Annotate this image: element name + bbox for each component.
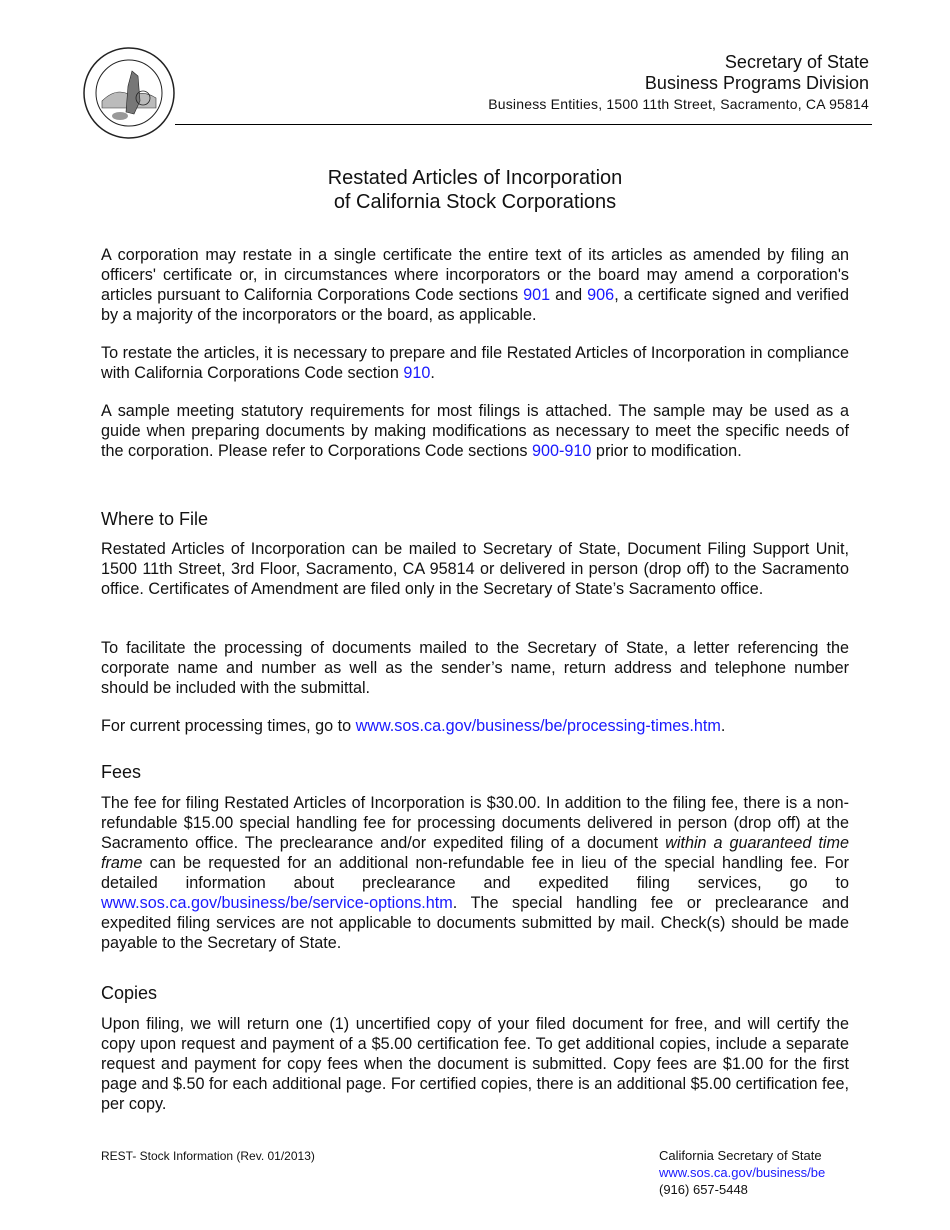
section-heading-fees: Fees bbox=[101, 762, 142, 782]
section-heading-where-to-file: Where to File bbox=[101, 509, 209, 529]
text: The fee for filing Restated Articles of Incorporation is $30.00. In addition to the filing fee, there is a non-refundable $15.00 special handling fee for processing documents delivered in person (drop off) at the Sacramento office. The preclearance and/or expedited filing of a document bbox=[101, 794, 849, 852]
header-address: Business Entities, 1500 11th Street, Sacramento, CA 95814 bbox=[488, 96, 869, 112]
footer-org: California Secretary of State bbox=[659, 1148, 822, 1163]
link-service-options[interactable]: www.sos.ca.gov/business/be/service-options.htm bbox=[101, 894, 453, 912]
where-paragraph-3 bbox=[101, 716, 849, 736]
intro-paragraph-1 bbox=[101, 245, 849, 325]
text: . bbox=[430, 364, 435, 382]
text: prior to modification. bbox=[591, 442, 742, 460]
text: , a certificate signed and verified by a majority of the incorporators or the board, as applicable. bbox=[101, 286, 849, 324]
intro-paragraph-2 bbox=[101, 343, 849, 383]
section-heading-copies: Copies bbox=[101, 983, 158, 1003]
text: and bbox=[550, 286, 588, 304]
header-agency: Secretary of State bbox=[724, 52, 869, 72]
california-seal-logo bbox=[82, 46, 176, 140]
header-division: Business Programs Division bbox=[644, 73, 869, 93]
link-sections-900-910[interactable]: 900-910 bbox=[532, 442, 592, 460]
title-line-2: of California Stock Corporations bbox=[333, 191, 617, 213]
link-section-901[interactable]: 901 bbox=[523, 286, 551, 304]
text: A sample meeting statutory requirements for most filings is attached. The sample may be used as a guide when preparing documents by making modifications as necessary to meet the specific needs of the corporation. Please refer to Corporations Code sections bbox=[101, 402, 849, 460]
footer-contact bbox=[659, 1147, 825, 1198]
link-section-910[interactable]: 910 bbox=[403, 364, 431, 382]
copies-paragraph: Upon filing, we will return one (1) uncertified copy of your filed document for free, and will certify the copy upon request and payment of a $5.00 certification fee. To get additional copies, include a separate request and payment for copy fees when the document is submitted. Copy fees are $1.00 for the first page and $.50 for each additional page. For certified copies, there is an additional $5.00 certification fee, per copy. bbox=[101, 1015, 849, 1113]
where-paragraph-1: Restated Articles of Incorporation can be mailed to Secretary of State, Document Filing Support Unit, 1500 11th Street, 3rd Floor, Sacramento, CA 95814 or delivered in person (drop off) to the Sacramento office. Certificates of Amendment are filed only in the Secretary of State’s Sacramento office. bbox=[101, 540, 849, 598]
text: A corporation may restate in a single certificate the entire text of its articles as amended by filing an officers' certificate or, in circumstances where incorporators or the board may amend a corporation's articles pursuant to California Corporations Code sections bbox=[101, 246, 849, 304]
intro-paragraph-3 bbox=[101, 401, 849, 461]
text: To restate the articles, it is necessary to prepare and file Restated Articles of Incorporation in compliance with California Corporations Code section bbox=[101, 344, 849, 382]
emphasis-text: within a guaranteed time frame bbox=[101, 834, 849, 872]
link-section-906[interactable]: 906 bbox=[587, 286, 615, 304]
where-paragraph-2: To facilitate the processing of documents mailed to the Secretary of State, a letter referencing the corporate name and number as well as the sender’s name, return address and telephone number should be included with the submittal. bbox=[101, 639, 849, 697]
link-processing-times[interactable]: www.sos.ca.gov/business/be/processing-times.htm bbox=[355, 717, 721, 735]
footer-phone: (916) 657-5448 bbox=[659, 1182, 748, 1197]
fees-paragraph bbox=[101, 793, 849, 953]
text: For current processing times, go to bbox=[101, 717, 356, 735]
footer-link[interactable]: www.sos.ca.gov/business/be bbox=[659, 1165, 826, 1180]
footer-form-id: REST- Stock Information (Rev. 01/2013) bbox=[101, 1149, 315, 1163]
text: . bbox=[720, 717, 726, 735]
header-divider bbox=[175, 124, 872, 125]
title-line-1: Restated Articles of Incorporation bbox=[327, 167, 623, 189]
text: can be requested for an additional non-refundable fee in lieu of the special handling fee. For detailed information about preclearance and expedited filing services, go to bbox=[101, 854, 849, 892]
page-title bbox=[0, 166, 950, 214]
text: . The special handling fee or preclearance and expedited filing services are not applicable to documents submitted by mail. Check(s) should be made payable to the Secretary of State. bbox=[101, 894, 849, 952]
